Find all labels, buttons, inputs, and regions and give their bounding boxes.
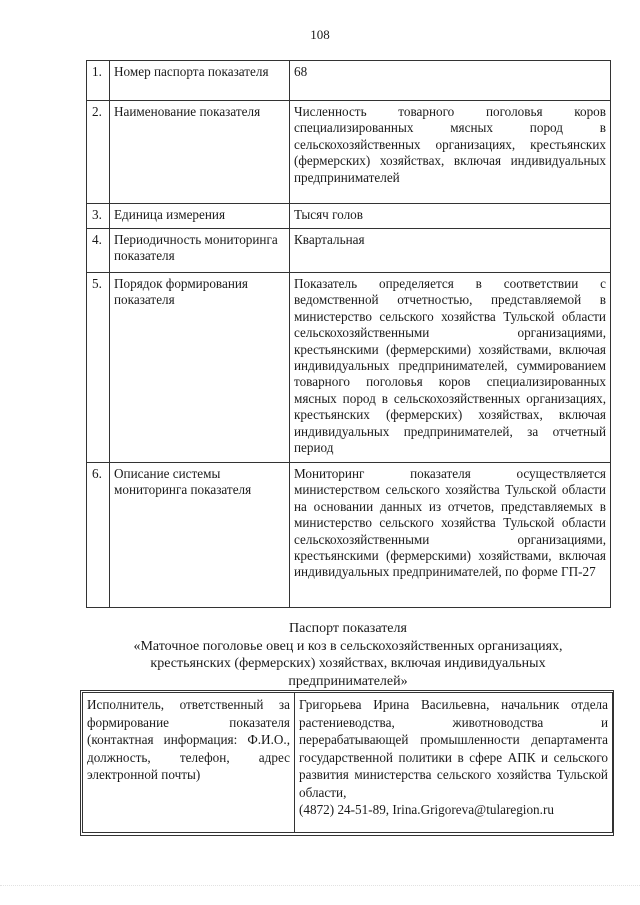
heading-line: Паспорт показателя [289,621,407,636]
heading-line: предпринимателей» [288,673,408,689]
table-row [87,463,611,608]
row-value: Мониторинг показателя осуществляется министерством сельского хозяйства Тульской области на основании данных из отчетов, представляемых в министерство сельского хозяйства Тульской области сельскохозяйственными организациями, крестьянскими (фермерскими) хозяйствами, включая индивидуальных предпринимателей, по форме ГП-27 [290,463,611,608]
scan-artifact [0,885,640,890]
row-number: 4. [87,229,110,273]
row-number: 2. [87,101,110,204]
heading-line: «Маточное поголовье овец и коз в сельскохозяйственных организациях, [133,638,563,654]
contact-label: Исполнитель, ответственный за формирование показателя (контактная информация: Ф.И.О., должность, телефон, адрес электронной почты) [83,693,295,833]
row-label: Единица измерения [110,204,290,229]
page-number: 108 [310,27,330,42]
row-label: Номер паспорта показателя [110,61,290,101]
row-value: Тысяч голов [290,204,611,229]
row-label: Порядок формирования показателя [110,273,290,463]
row-value: Показатель определяется в соответствии с ведомственной отчетностью, представляемой в министерство сельского хозяйства Тульской области сельскохозяйственными организациями, крестьянскими (фермерскими) хозяйствами, включая индивидуальных предпринимателей, суммированием товарного поголовья коров специализированных мясных пород в сельскохозяйственных организациях, крестьянских (фермерских) хозяйствах, включая индивидуальных предпринимателей, за отчетный период [290,273,611,463]
row-label: Периодичность мониторинга показателя [110,229,290,273]
row-value: Численность товарного поголовья коров специализированных мясных пород в сельскохозяйственных организациях, крестьянских (фермерских) хозяйствах, включая индивидуальных предпринимателей [290,101,611,204]
row-value: Квартальная [290,229,611,273]
row-number: 1. [87,61,110,101]
table-row [87,61,611,101]
table-row [87,229,611,273]
contact-value [295,693,613,833]
row-label: Наименование показателя [110,101,290,204]
table-row [87,101,611,204]
next-passport-heading [80,620,616,690]
table-row [87,204,611,229]
row-value: 68 [290,61,611,101]
table-row [83,693,613,833]
table-row [87,273,611,463]
heading-line: крестьянских (фермерских) хозяйствах, включая индивидуальных [150,656,546,671]
row-number: 6. [87,463,110,608]
row-number: 3. [87,204,110,229]
responsible-person: Григорьева Ирина Васильевна, начальник отдела растениеводства, животноводства и перерабатывающей промышленности департамента государственной политики в сфере АПК и сельского развития министерства сельского хозяйства Тульской области, [299,697,608,800]
indicator-passport-table [86,60,611,608]
row-number: 5. [87,273,110,463]
contact-info-table [82,692,613,833]
phone-email: (4872) 24-51-89, Irina.Grigoreva@tularegion.ru [299,802,554,817]
row-label: Описание системы мониторинга показателя [110,463,290,608]
